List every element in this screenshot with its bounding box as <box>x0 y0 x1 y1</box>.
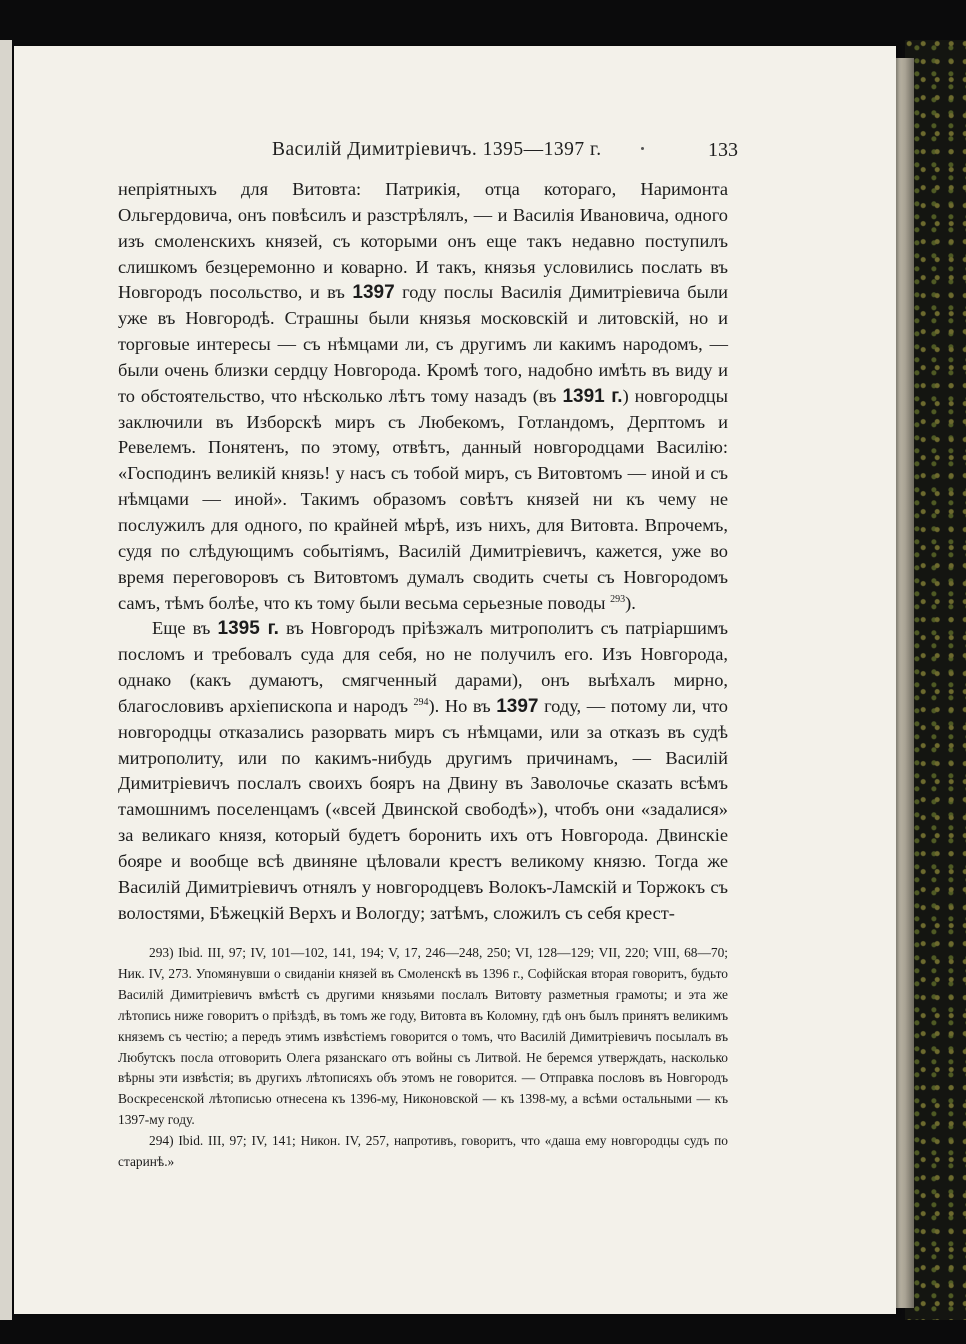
page-number: 133 <box>708 139 738 161</box>
year-1397: 1397 <box>496 695 539 717</box>
year-1397: 1397 <box>352 282 395 304</box>
year-1395: 1395 г. <box>217 618 279 640</box>
year-1391: 1391 г. <box>562 385 623 407</box>
body-text <box>118 177 728 926</box>
text-run: ). <box>625 592 636 613</box>
footnote-293 <box>118 943 728 1131</box>
text-run: непріятныхъ для Витовта: Патрикія, отца котораго, Наримонта Ольгердовича, онъ повѣсилъ и разстрѣлялъ, — и Василія Ивановича, одного изъ смоленскихъ князей, съ которыми онъ еще такъ недавно поступилъ слишкомъ безцеремонно и коварно. И такъ, князья условились послать въ Новгородъ посольство, и въ <box>118 179 728 303</box>
facing-page-edge <box>0 40 12 1320</box>
footnote-marker-293[interactable]: 293 <box>610 593 626 605</box>
text-run: Еще въ <box>152 618 218 639</box>
book-cover-edge <box>905 40 966 1320</box>
footnote-number: 293) <box>149 945 174 960</box>
footnote-text: Ibid. III, 97; IV, 101—102, 141, 194; V, 17, 246—248, 250; VI, 128—129; VII, 220; VIII, 68—70; Ник. IV, 273. Упомянувши о свиданіи князей въ Смоленскѣ въ 1396 г., Софійская вторая говоритъ, будьто Василій Димитріевичъ вмѣстѣ съ другими князьями послалъ Витовту разметныя грамоты; и эта же лѣтопись ниже говоритъ о пріѣздѣ, въ томъ же году, Витовта въ Коломну, гдѣ онъ былъ принятъ великимъ княземъ съ честію; а передъ этимъ извѣстіемъ говорится о томъ, что Василій Димитріевичъ посылалъ въ Любутскъ посла отговорить Олега рязанскаго отъ войны съ Литвой. Не беремся утверждать, насколько вѣрны эти извѣстія; въ другихъ лѣтописяхъ объ этомъ не говорится. — Отправка пословъ въ Новгородъ Воскресенской лѣтописью отнесена къ 1396-му, Никоновской — къ 1398-му, а всѣми остальными — къ 1397-му году. <box>118 945 728 1128</box>
ink-speck <box>641 147 644 150</box>
text-run: ) новгородцы заключили въ Изборскѣ миръ съ Любекомъ, Готландомъ, Дерптомъ и Ревелемъ. Понятенъ, по этому, отвѣтъ, данный новгородцами Василію: «Господинъ великій князь! у насъ съ тобой миръ, съ Витовтомъ — иной и съ нѣмцами — иной». Такимъ образомъ совѣтъ князей ни къ чему не послужилъ для одного, по крайней мѣрѣ, изъ нихъ, для Витовта. Впрочемъ, судя по слѣдующимъ событіямъ, Василій Димитріевичъ, кажется, уже во время переговоровъ съ Витовтомъ думалъ сводить счеты съ Новгородомъ самъ, тѣмъ болѣе, что къ тому были весьма серьезные поводы <box>118 385 728 613</box>
footnotes <box>118 943 728 1173</box>
paragraph-2 <box>118 616 728 926</box>
page-header <box>272 137 742 167</box>
text-run: году послы Василія Димитріевича были уже въ Новгородѣ. Страшны были князья московскій и литовскій, но и торговые интересы — съ нѣмцами ли, съ другимъ ли какимъ народомъ, — были очень близки сердцу Новгорода. Кромѣ того, надобно имѣть въ виду и то обстоятельство, что нѣсколько лѣтъ тому назадъ (въ <box>118 282 728 406</box>
text-run: ). Но въ <box>428 695 497 716</box>
footnote-marker-294[interactable]: 294 <box>413 696 429 708</box>
running-head: Василій Димитріевичъ. 1395—1397 г. <box>272 139 602 160</box>
text-run: въ Новгородъ пріѣзжалъ митрополитъ съ патріаршимъ посломъ и требовалъ суда для себя, но не получилъ его. Изъ Новгорода, однако (какъ думаютъ, смягченный дарами), онъ выѣхалъ мирно, благословивъ архіепископа и народъ <box>118 618 728 716</box>
footnote-text: Ibid. III, 97; IV, 141; Никон. IV, 257, напротивъ, говоритъ, что «даша ему новгородцы судъ по старинѣ.» <box>118 1133 728 1170</box>
footnote-number: 294) <box>149 1133 174 1149</box>
footnote-294 <box>118 1131 728 1173</box>
paragraph-1 <box>118 177 728 616</box>
text-run: году, — потому ли, что новгородцы отказались разорвать миръ съ нѣмцами, или за отказъ въ судѣ митрополиту, или по какимъ-нибудь другимъ причинамъ, — Василій Димитріевичъ послалъ своихъ бояръ на Двину въ Заволочье сказать всѣмъ тамошнимъ поселенцамъ («всей Двинской свободѣ»), чтобъ они «задалися» за великаго князя, который будетъ боронить ихъ отъ Новгорода. Двинскіе бояре и вообще всѣ двиняне цѣловали крестъ великому князю. Тогда же Василій Димитріевичъ отнялъ у новгородцевъ Волокъ-Ламскій и Торжокъ съ волостями, Бѣжецкій Верхъ и Вологду; затѣмъ, сложилъ съ себя крест- <box>118 695 728 923</box>
